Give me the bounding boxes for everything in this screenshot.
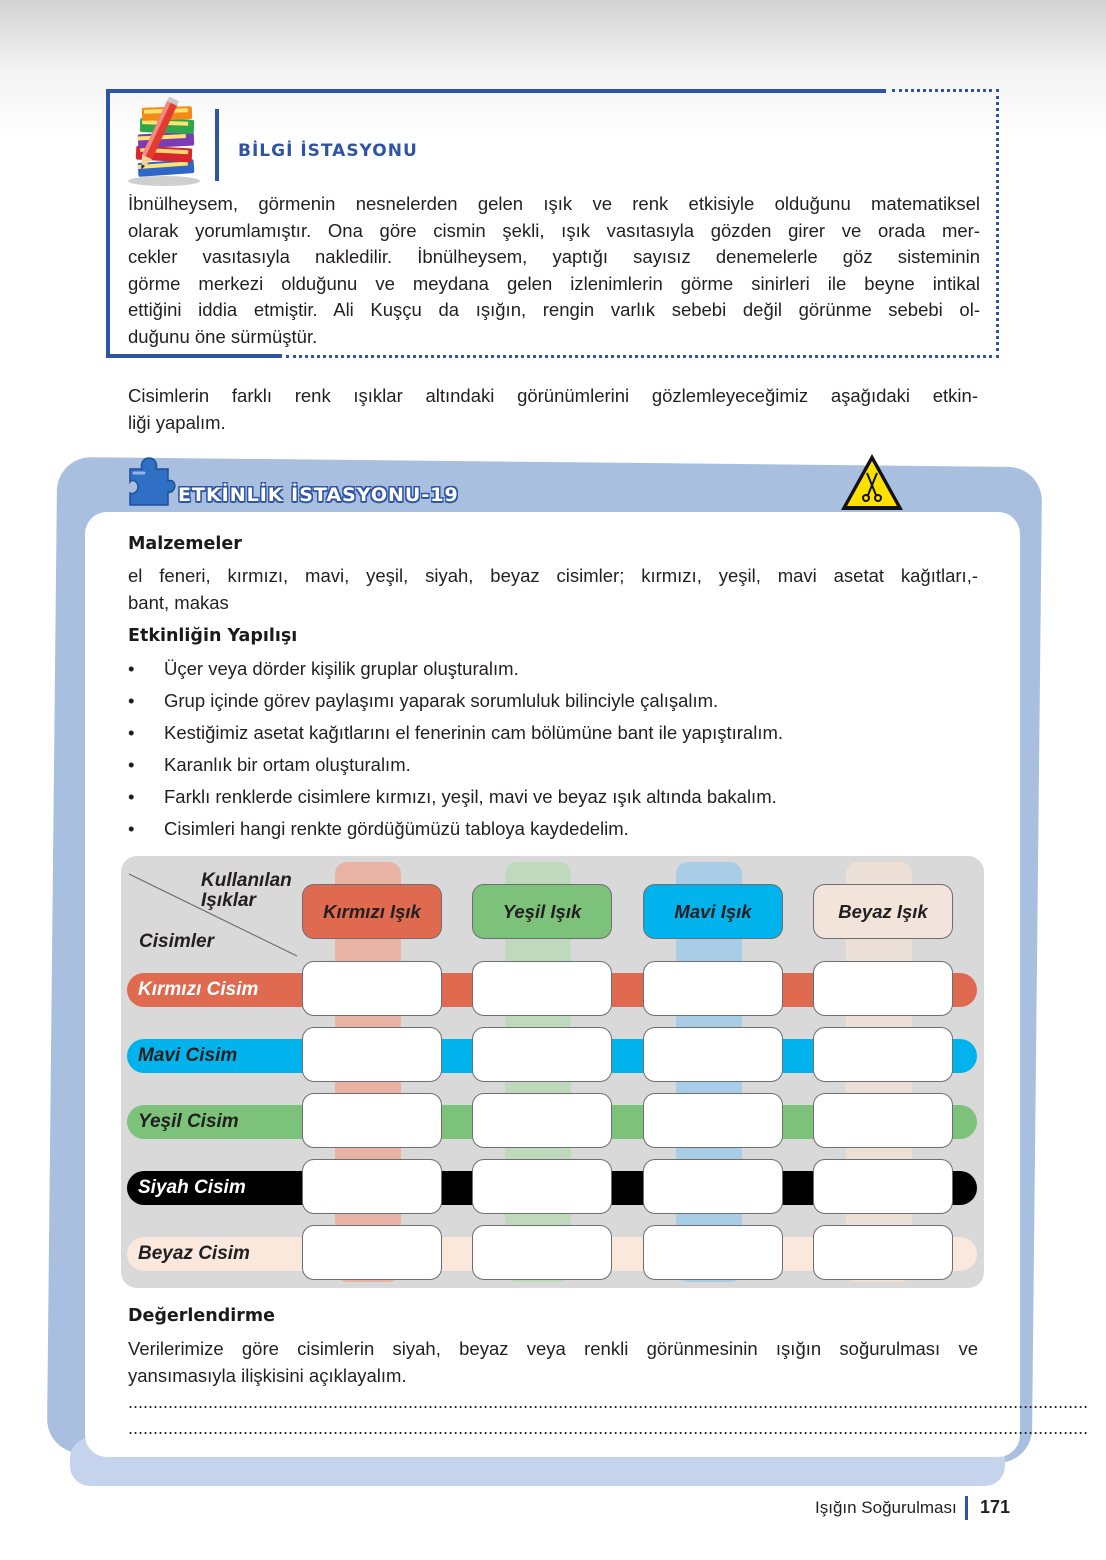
answer-cell[interactable] bbox=[813, 1225, 953, 1280]
list-item bbox=[128, 653, 998, 685]
paragraph-line: Cisimlerin farklı renk ışıklar altındaki görünümlerini gözlemleyeceğimiz aşağıdaki etkin- bbox=[128, 385, 978, 406]
answer-cell[interactable] bbox=[302, 1093, 442, 1148]
footer-section-title: Işığın Soğurulması bbox=[815, 1498, 957, 1517]
row-label: Beyaz Cisim bbox=[138, 1243, 250, 1264]
corner-label: Işıklar bbox=[201, 890, 256, 911]
step-text: Üçer veya dörder kişilik gruplar oluşturalım. bbox=[164, 658, 519, 679]
page-number: 171 bbox=[980, 1497, 1011, 1517]
title-separator bbox=[215, 109, 219, 181]
list-item bbox=[128, 781, 998, 813]
answer-cell[interactable] bbox=[472, 1027, 612, 1082]
bilgi-istasyonu-box bbox=[106, 89, 999, 358]
scissors-warning-icon bbox=[838, 451, 906, 513]
answer-cell[interactable] bbox=[813, 1093, 953, 1148]
corner-header-lights bbox=[201, 871, 292, 911]
row-label: Kırmızı Cisim bbox=[138, 979, 259, 1000]
paragraph-line: liği yapalım. bbox=[128, 411, 226, 433]
answer-cell[interactable] bbox=[643, 1093, 783, 1148]
box-border-dotted bbox=[996, 89, 999, 358]
step-text: Cisimleri hangi renkte gördüğümüzü tabloya kaydedelim. bbox=[164, 818, 629, 839]
step-text: Kestiğimiz asetat kağıtlarını el fenerinin cam bölümüne bant ile yapıştıralım. bbox=[164, 722, 784, 743]
box-border bbox=[106, 354, 282, 358]
list-item bbox=[128, 749, 998, 781]
answer-cell[interactable] bbox=[472, 1093, 612, 1148]
box-border bbox=[106, 89, 886, 93]
row-label: Siyah Cisim bbox=[138, 1177, 246, 1198]
bullet-icon: • bbox=[128, 658, 135, 679]
paragraph-line: Verilerimize göre cisimlerin siyah, beyaz veya renkli görünmesinin ışığın soğurulması ve bbox=[128, 1338, 978, 1359]
bullet-icon: • bbox=[128, 722, 135, 743]
paragraph-line: el feneri, kırmızı, mavi, yeşil, siyah, beyaz cisimler; kırmızı, yeşil, mavi asetat kağıtları,- bbox=[128, 565, 978, 586]
column-header: Beyaz Işık bbox=[813, 884, 953, 939]
paragraph-line: cekler vasıtasıyla nakledilir. İbnülheysem, yaptığı sayısız denemelerle göz sisteminin bbox=[128, 246, 980, 267]
answer-cell[interactable] bbox=[813, 1159, 953, 1214]
paragraph-line: İbnülheysem, görmenin nesnelerden gelen ışık ve renk etkisiyle olduğunu matematiksel bbox=[128, 193, 980, 214]
paragraph-line: duğunu öne sürmüştür. bbox=[128, 325, 318, 347]
answer-cell[interactable] bbox=[472, 1225, 612, 1280]
observation-table bbox=[121, 856, 984, 1288]
malzemeler-text bbox=[128, 563, 978, 616]
books-pencil-icon bbox=[126, 99, 206, 189]
box-border bbox=[106, 89, 110, 358]
steps-list bbox=[128, 653, 998, 845]
etkinlik-title: ETKİNLİK İSTASYONU-19 bbox=[178, 484, 459, 506]
answer-cell[interactable] bbox=[472, 1159, 612, 1214]
yapilis-title: Etkinliğin Yapılışı bbox=[128, 626, 298, 646]
footer-separator bbox=[965, 1496, 968, 1520]
step-text: Grup içinde görev paylaşımı yaparak sorumluluk bilinciyle çalışalım. bbox=[164, 690, 719, 711]
corner-header-objects: Cisimler bbox=[139, 931, 214, 952]
bullet-icon: • bbox=[128, 786, 135, 807]
list-item bbox=[128, 685, 998, 717]
bullet-icon: • bbox=[128, 754, 135, 775]
column-header: Mavi Işık bbox=[643, 884, 783, 939]
malzemeler-title: Malzemeler bbox=[128, 534, 242, 554]
answer-cell[interactable] bbox=[643, 1027, 783, 1082]
degerlendirme-title: Değerlendirme bbox=[128, 1306, 276, 1326]
intro-paragraph bbox=[128, 383, 978, 436]
answer-line[interactable]: ................................................................................................................................................................................................ bbox=[128, 1392, 1089, 1412]
answer-line[interactable]: ................................................................................................................................................................................................ bbox=[128, 1418, 1089, 1438]
bullet-icon: • bbox=[128, 690, 135, 711]
puzzle-piece-icon bbox=[124, 455, 176, 511]
list-item bbox=[128, 717, 998, 749]
step-text: Farklı renklerde cisimlere kırmızı, yeşil, mavi ve beyaz ışık altında bakalım. bbox=[164, 786, 777, 807]
answer-cell[interactable] bbox=[813, 961, 953, 1016]
answer-cell[interactable] bbox=[813, 1027, 953, 1082]
paragraph-line: bant, makas bbox=[128, 591, 229, 613]
box-border-dotted bbox=[892, 89, 999, 92]
paragraph-line: görme merkezi olduğunu ve meydana gelen izlenimlerin görme sinirleri ile beyne intikal bbox=[128, 272, 980, 294]
column-header: Yeşil Işık bbox=[472, 884, 612, 939]
answer-cell[interactable] bbox=[302, 961, 442, 1016]
answer-cell[interactable] bbox=[643, 1159, 783, 1214]
list-item bbox=[128, 813, 998, 845]
answer-cell[interactable] bbox=[472, 961, 612, 1016]
paragraph-line: olarak yorumlamıştır. Ona göre cismin şekli, ışık vasıtasıyla gözden girer ve orada mer- bbox=[128, 219, 980, 241]
bilgi-paragraph bbox=[128, 191, 980, 350]
degerlendirme-text bbox=[128, 1336, 978, 1389]
answer-cell[interactable] bbox=[643, 1225, 783, 1280]
answer-cell[interactable] bbox=[302, 1159, 442, 1214]
paragraph-line: yansımasıyla ilişkisini açıklayalım. bbox=[128, 1364, 407, 1386]
answer-cell[interactable] bbox=[302, 1027, 442, 1082]
paragraph-line: ettiğini iddia etmiştir. Ali Kuşçu da ışığın, rengin varlık sebebi değil görünme sebebi ol- bbox=[128, 299, 980, 320]
answer-cell[interactable] bbox=[302, 1225, 442, 1280]
box-border-dotted bbox=[286, 355, 999, 358]
bullet-icon: • bbox=[128, 818, 135, 839]
row-label: Yeşil Cisim bbox=[138, 1111, 239, 1132]
step-text: Karanlık bir ortam oluşturalım. bbox=[164, 754, 411, 775]
answer-cell[interactable] bbox=[643, 961, 783, 1016]
bilgi-title: BİLGİ İSTASYONU bbox=[238, 141, 418, 161]
corner-label: Kullanılan bbox=[201, 870, 292, 891]
column-header: Kırmızı Işık bbox=[302, 884, 442, 939]
row-label: Mavi Cisim bbox=[138, 1045, 238, 1066]
